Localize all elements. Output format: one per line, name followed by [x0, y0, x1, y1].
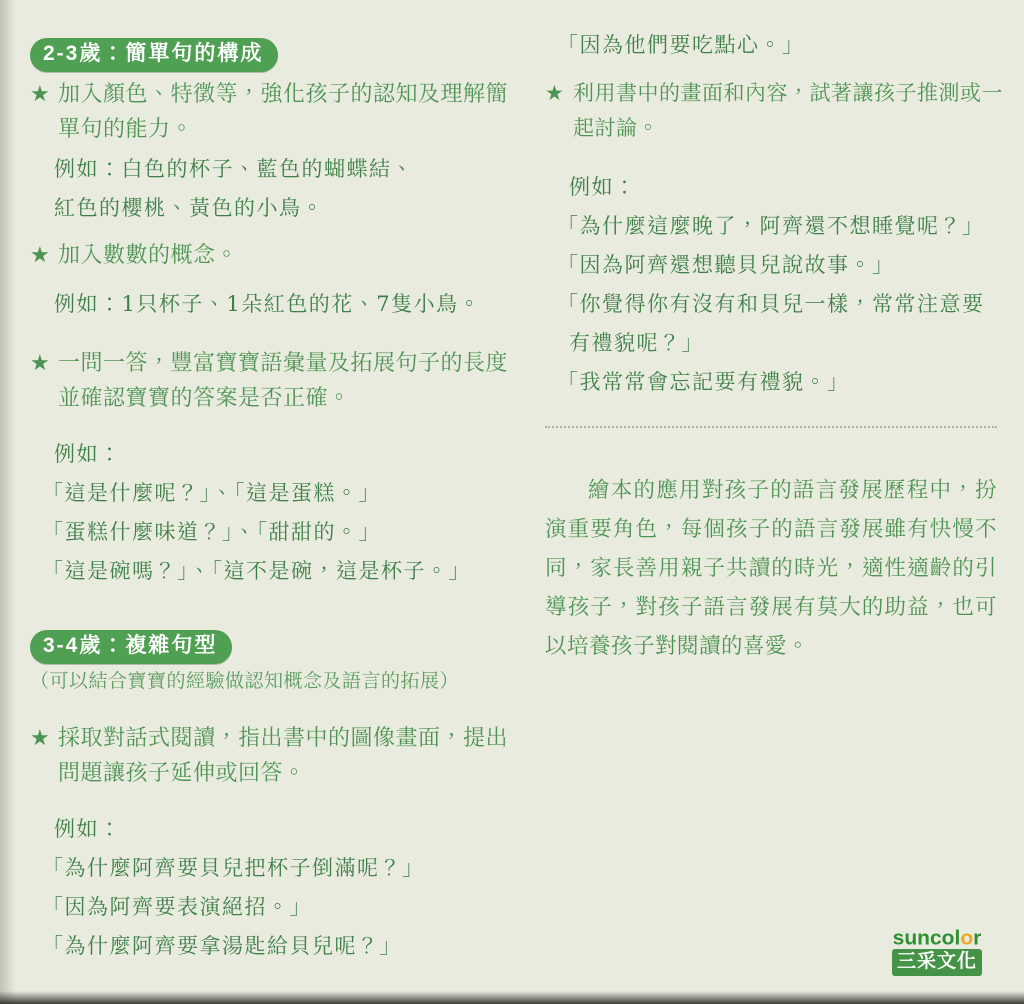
example-text-line: 例如： [569, 175, 637, 199]
suncolor-text-right: r [973, 927, 982, 950]
star-bullet-icon: ★ [545, 82, 564, 105]
example-text-line: 例如： [54, 442, 122, 466]
bullet-text-line: 單句的能力。 [58, 116, 194, 141]
bullet-item [30, 345, 512, 415]
bullet-text-line: 並確認寶寶的答案是否正確。 [58, 385, 351, 410]
bullet-text-line: 加入數數的概念。 [58, 242, 239, 267]
bullet-text [58, 76, 512, 146]
bullet-text [573, 76, 1003, 146]
example-block [30, 150, 512, 228]
example-text-line: 例如：1只杯子、1朵紅色的花、7隻小鳥。 [54, 292, 482, 316]
closing-paragraph: 繪本的應用對孩子的語言發展歷程中，扮演重要角色，每個孩子的語言發展雖有快慢不同，家長善用親子共讀的時光，適性適齡的引導孩子，對孩子語言發展有莫大的助益，也可以培養孩子對閱讀的喜愛。 [545, 478, 997, 658]
example-text-line: 「為什麼這麼晚了，阿齊還不想睡覺呢？」 [557, 214, 985, 238]
example-block [545, 168, 997, 402]
star-bullet-icon: ★ [30, 725, 50, 750]
bullet-text [58, 720, 512, 790]
example-text-line: 有禮貌呢？」 [569, 331, 704, 355]
example-text-line: 「因為他們要吃點心。」 [557, 33, 805, 57]
suncolor-text-left: suncol [892, 927, 961, 950]
bullet-text [58, 345, 512, 415]
star-bullet-icon: ★ [30, 81, 50, 106]
bullet-item [545, 76, 1003, 146]
example-text-line: 「這是什麼呢？」、「這是蛋糕。」 [42, 481, 381, 505]
star-bullet-icon: ★ [30, 350, 50, 375]
example-text-line: 「因為阿齊還想聽貝兒說故事。」 [557, 253, 895, 277]
example-text-line: 例如：白色的杯子、藍色的蝴蝶結、 [54, 157, 414, 181]
example-block [30, 810, 512, 966]
bullet-item [30, 237, 512, 272]
age-section-badge: 3-4歲：複雜句型 [30, 630, 232, 664]
example-text-line: 「這是碗嗎？」、「這不是碗，這是杯子。」 [42, 559, 471, 583]
example-text-line: 「蛋糕什麼味道？」、「甜甜的。」 [42, 520, 381, 544]
publisher-logo [892, 927, 982, 976]
bullet-text-line: 採取對話式閱讀，指出書中的圖像畫面，提出 [58, 725, 509, 750]
example-text-line: 「我常常會忘記要有禮貌。」 [557, 370, 850, 394]
example-text-line: 「你覺得你有沒有和貝兒一樣，常常注意要 [557, 292, 985, 316]
parenthetical-note: （可以結合寶寶的經驗做認知概念及語言的拓展） [30, 671, 460, 692]
example-text-line: 「為什麼阿齊要貝兒把杯子倒滿呢？」 [42, 856, 425, 880]
bullet-item [30, 76, 512, 146]
example-block [545, 26, 997, 65]
suncolor-wordmark [892, 927, 982, 950]
example-text-line: 「因為阿齊要表演絕招。」 [42, 895, 312, 919]
example-text-line: 「為什麼阿齊要拿湯匙給貝兒呢？」 [42, 934, 402, 958]
bullet-item [30, 720, 512, 790]
bullet-text-line: 加入顏色、特徵等，強化孩子的認知及理解簡 [58, 81, 509, 106]
example-text-line: 例如： [54, 817, 122, 841]
bullet-text-line: 起討論。 [573, 117, 659, 140]
bullet-text [58, 237, 512, 272]
bullet-text-line: 利用書中的畫面和內容，試著讓孩子推測或一 [573, 82, 1003, 105]
example-block [30, 285, 512, 324]
publisher-name-badge: 三采文化 [892, 949, 982, 976]
bullet-text-line: 問題讓孩子延伸或回答。 [58, 760, 306, 785]
dotted-divider [545, 426, 997, 428]
bullet-text-line: 一問一答，豐富寶寶語彙量及拓展句子的長度 [58, 350, 509, 375]
age-section-badge: 2-3歲：簡單句的構成 [30, 38, 278, 72]
example-block [30, 435, 512, 591]
star-bullet-icon: ★ [30, 242, 50, 267]
example-text-line: 紅色的櫻桃、黃色的小鳥。 [54, 196, 324, 220]
suncolor-orange-o: o [960, 927, 974, 950]
left-column [30, 0, 512, 966]
right-column [545, 0, 1003, 666]
